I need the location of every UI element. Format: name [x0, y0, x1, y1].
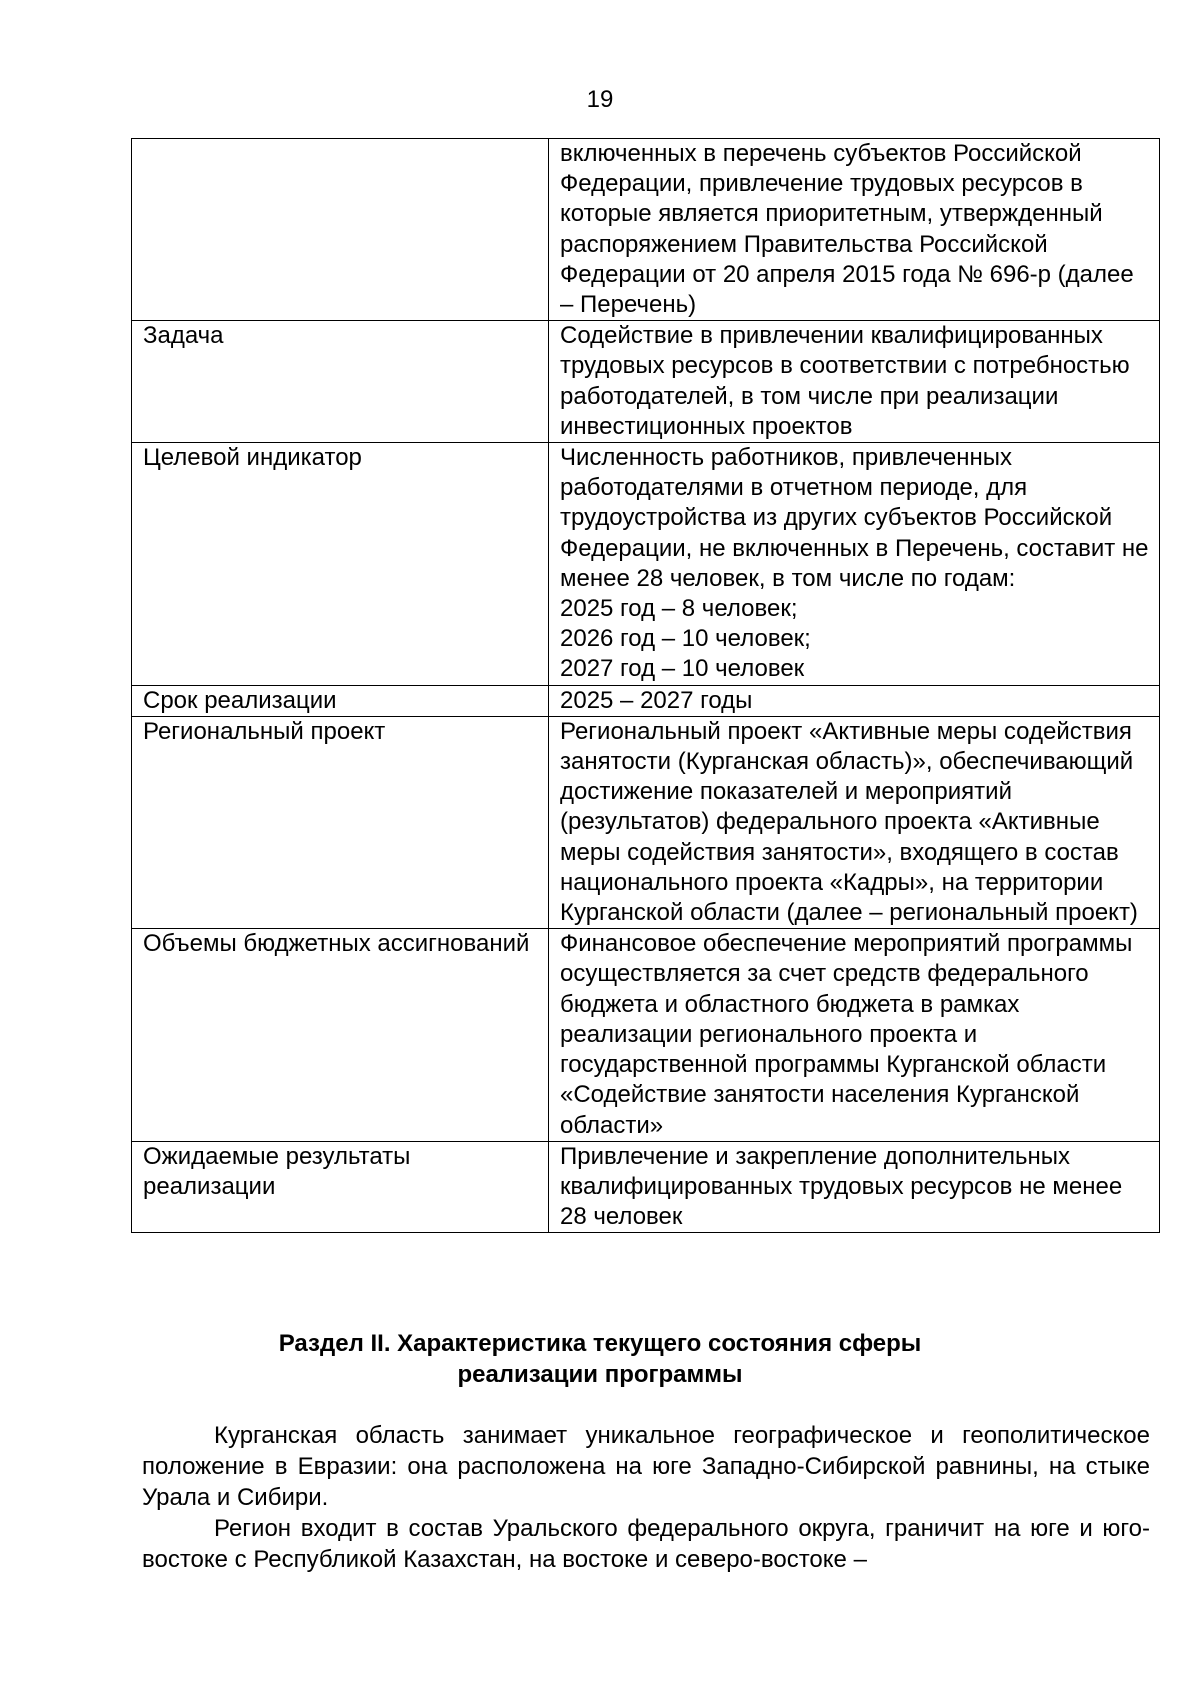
- row-value: Содействие в привлечении квалифицированных трудовых ресурсов в соответствии с потребностью работодателей, в том числе при реализации инвестиционных проектов: [549, 321, 1160, 443]
- table-row: [132, 139, 1160, 321]
- section-title-line: Раздел II. Характеристика текущего состояния сферы: [278, 1330, 922, 1357]
- row-value: Привлечение и закрепление дополнительных квалифицированных трудовых ресурсов не менее 28 человек: [549, 1141, 1160, 1233]
- body-paragraph: Регион входит в состав Уральского федерального округа, граничит на юге и юго-востоке с Республикой Казахстан, на востоке и северо-востоке –: [142, 1515, 1150, 1573]
- section-title: [0, 1328, 1200, 1390]
- row-value: Численность работников, привлеченных работодателями в отчетном периоде, для трудоустройства из других субъектов Российской Федерации, не включенных в Перечень, составит не менее 28 человек, в том числе по годам: 2025 год – 8 человек; 2026 год – 10 человек; 2027 год – 10 человек: [549, 443, 1160, 686]
- body-paragraph: Курганская область занимает уникальное географическое и геополитическое положение в Евразии: она расположена на юге Западно-Сибирской равнины, на стыке Урала и Сибири.: [142, 1422, 1150, 1511]
- row-value: Региональный проект «Активные меры содействия занятости (Курганская область)», обеспечивающий достижение показателей и мероприятий (результатов) федерального проекта «Активные меры содействия занятости», входящего в состав национального проекта «Кадры», на территории Курганской области (далее – региональный проект): [549, 716, 1160, 928]
- table-row: [132, 321, 1160, 443]
- row-label: Задача: [132, 321, 549, 443]
- section-body: [142, 1420, 1150, 1575]
- row-label: [132, 139, 549, 321]
- row-label: Ожидаемые результаты реализации: [132, 1141, 549, 1233]
- table-row: [132, 443, 1160, 686]
- table-row: [132, 1141, 1160, 1233]
- row-label: Объемы бюджетных ассигнований: [132, 929, 549, 1141]
- row-value: включенных в перечень субъектов Российской Федерации, привлечение трудовых ресурсов в которые является приоритетным, утвержденный распоряжением Правительства Российской Федерации от 20 апреля 2015 года № 696-р (далее – Перечень): [549, 139, 1160, 321]
- row-label: Срок реализации: [132, 685, 549, 716]
- row-value: 2025 – 2027 годы: [549, 685, 1160, 716]
- row-label: Региональный проект: [132, 716, 549, 928]
- table-row: [132, 716, 1160, 928]
- page-number: 19: [586, 86, 614, 113]
- program-passport-table: [131, 138, 1160, 1233]
- section-title-line: реализации программы: [457, 1361, 743, 1388]
- table-row: [132, 929, 1160, 1141]
- row-label: Целевой индикатор: [132, 443, 549, 686]
- row-value: Финансовое обеспечение мероприятий программы осуществляется за счет средств федерального бюджета и областного бюджета в рамках реализации регионального проекта и государственной программы Курганской области «Содействие занятости населения Курганской области»: [549, 929, 1160, 1141]
- table-row: [132, 685, 1160, 716]
